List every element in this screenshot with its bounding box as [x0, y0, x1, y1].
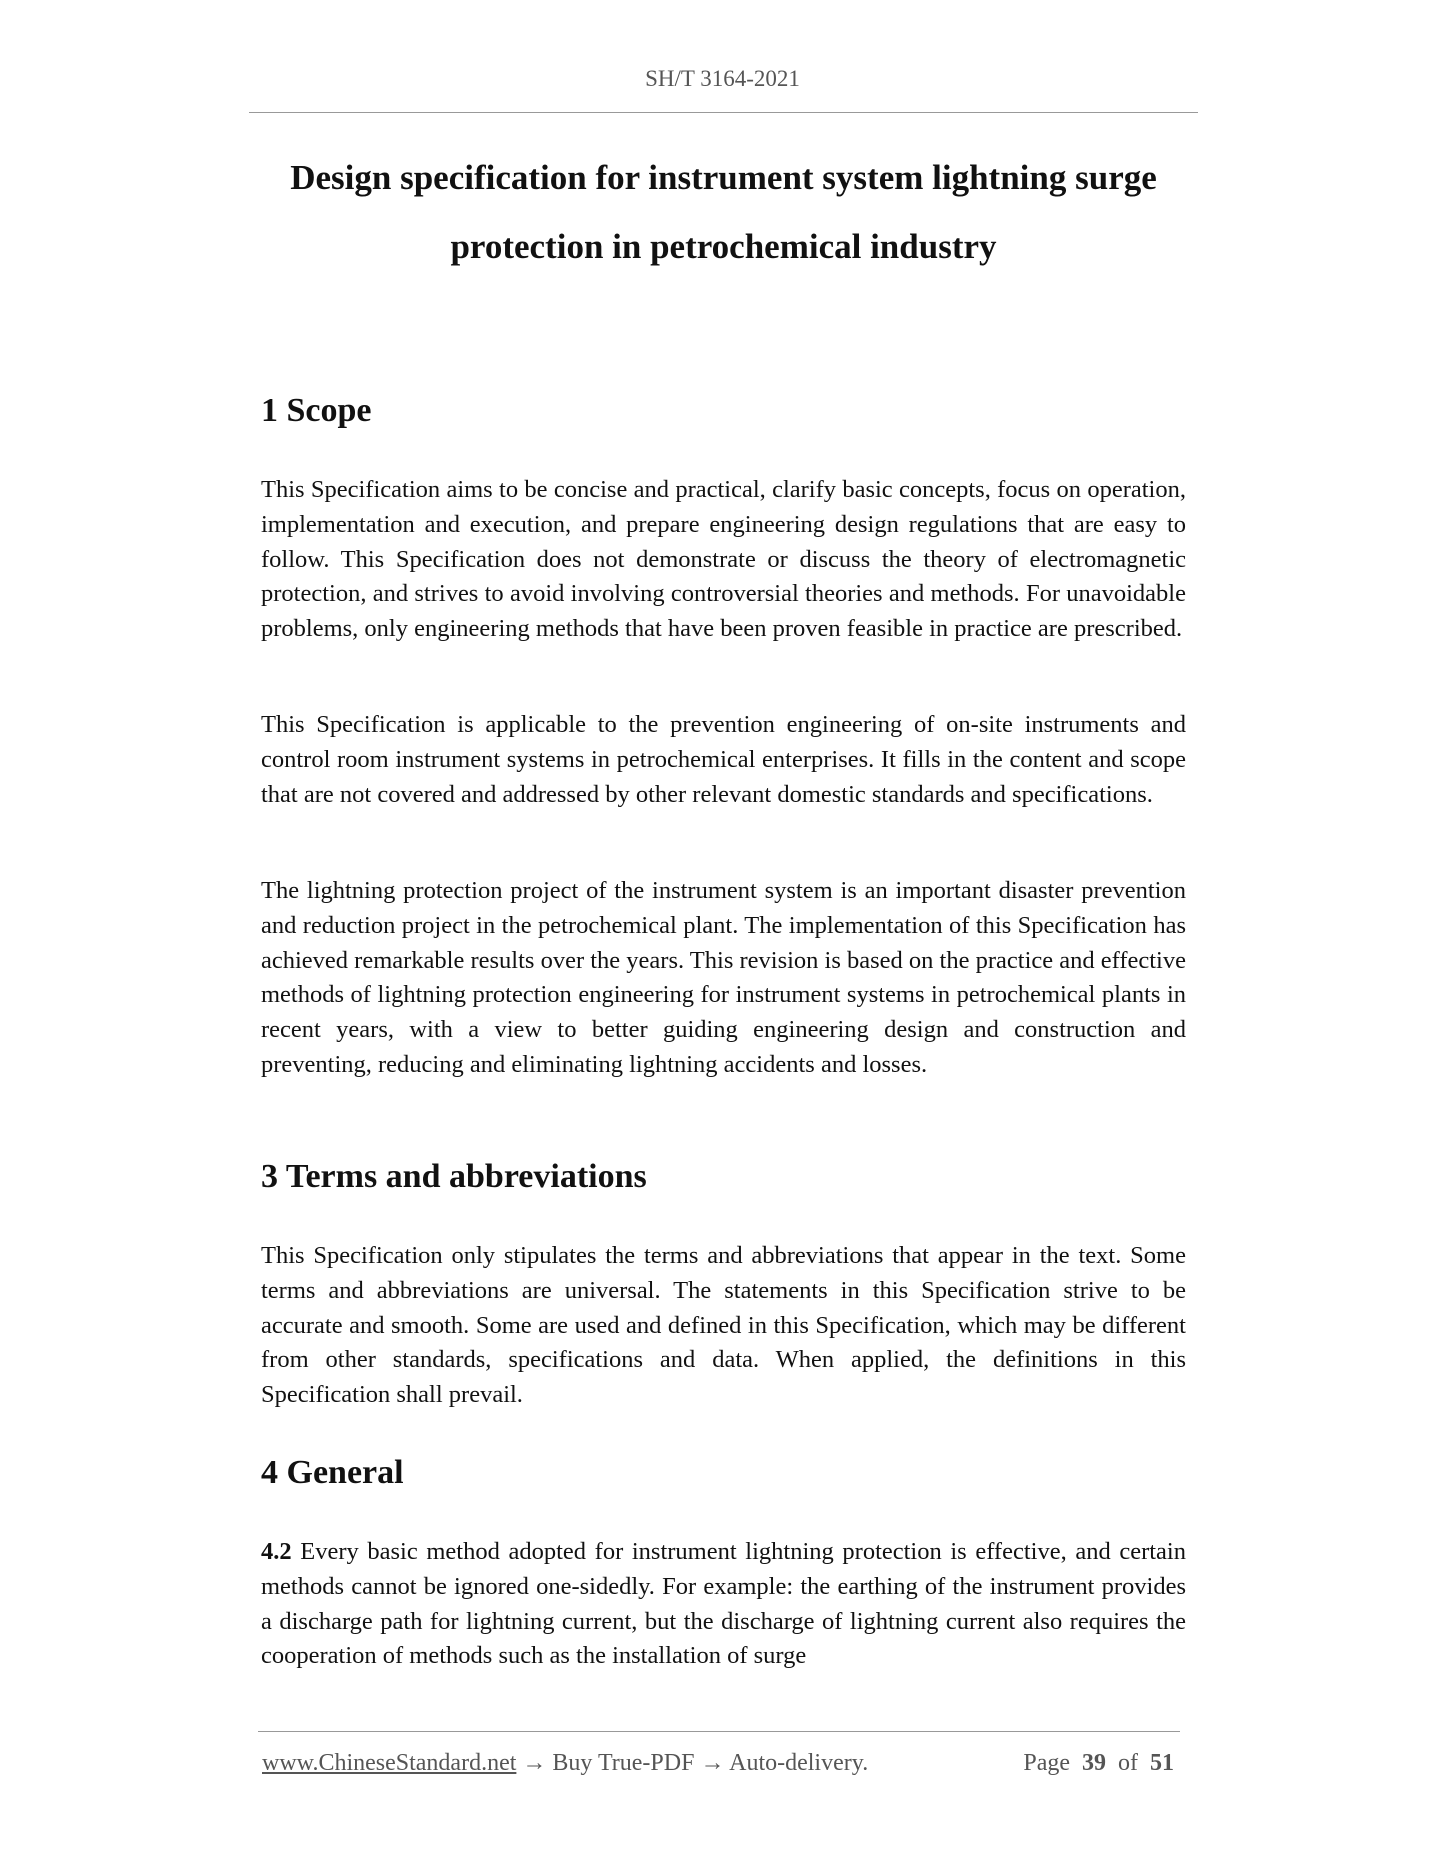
page-indicator: [1023, 1750, 1180, 1777]
scope-paragraph-3: The lightning protection project of the instrument system is an important disaster prevention and reduction project in the petrochemical plant. The implementation of this Specification has achieved remarkable results over the years. This revision is based on the practice and effective methods of lightning protection engineering for instrument systems in petrochemical plants in recent years, with a view to better guiding engineering design and construction and preventing, reducing and eliminating lightning accidents and losses.: [261, 877, 1186, 1078]
scope-paragraph-1: This Specification aims to be concise and practical, clarify basic concepts, focus on operation, implementation and execution, and prepare engineering design regulations that are easy to follow. This Specification does not demonstrate or discuss the theory of electromagnetic protection, and strives to avoid involving controversial theories and methods. For unavoidable problems, only engineering methods that have been proven feasible in practice are prescribed.: [261, 476, 1186, 643]
section-heading-scope: 1 Scope: [261, 392, 372, 429]
scope-paragraph-2: This Specification is applicable to the prevention engineering of on-site instruments and control room instrument systems in petrochemical enterprises. It fills in the content and scope that are not covered and addressed by other relevant domestic standards and specifications.: [261, 711, 1186, 808]
section-heading-general: 4 General: [261, 1454, 404, 1491]
total-pages: 51: [1150, 1750, 1174, 1776]
section-heading-terms: 3 Terms and abbreviations: [261, 1158, 647, 1195]
footer-divider: [258, 1731, 1180, 1732]
terms-paragraph: This Specification only stipulates the terms and abbreviations that appear in the text. Some terms and abbreviations are universal. The statements in this Specification strive to be accurate and smooth. Some are used and defined in this Specification, which may be different from other standards, specifications and data. When applied, the definitions in this Specification shall prevail.: [261, 1242, 1186, 1409]
page-footer: [262, 1750, 1180, 1777]
clause-text: Every basic method adopted for instrument lightning protection is effective, and certain methods cannot be ignored one-sidedly. For example: the earthing of the instrument provides a discharge path for lightning current, but the discharge of lightning current also requires the cooperation of methods such as the installation of surge: [261, 1538, 1186, 1670]
clause-number: 4.2: [261, 1538, 292, 1565]
footer-tagline: → Buy True-PDF → Auto-delivery.: [516, 1750, 869, 1776]
current-page: 39: [1082, 1750, 1106, 1776]
document-title-line2: protection in petrochemical industry: [450, 227, 997, 266]
header-divider: [249, 112, 1198, 113]
of-label: of: [1118, 1750, 1138, 1776]
website-link[interactable]: www.ChineseStandard.net: [262, 1750, 517, 1776]
document-title-line1: Design specification for instrument system lightning surge: [290, 158, 1157, 197]
general-clause-4-2: [261, 1535, 1186, 1674]
page-label: Page: [1023, 1750, 1070, 1776]
document-code-header: SH/T 3164-2021: [645, 66, 800, 91]
